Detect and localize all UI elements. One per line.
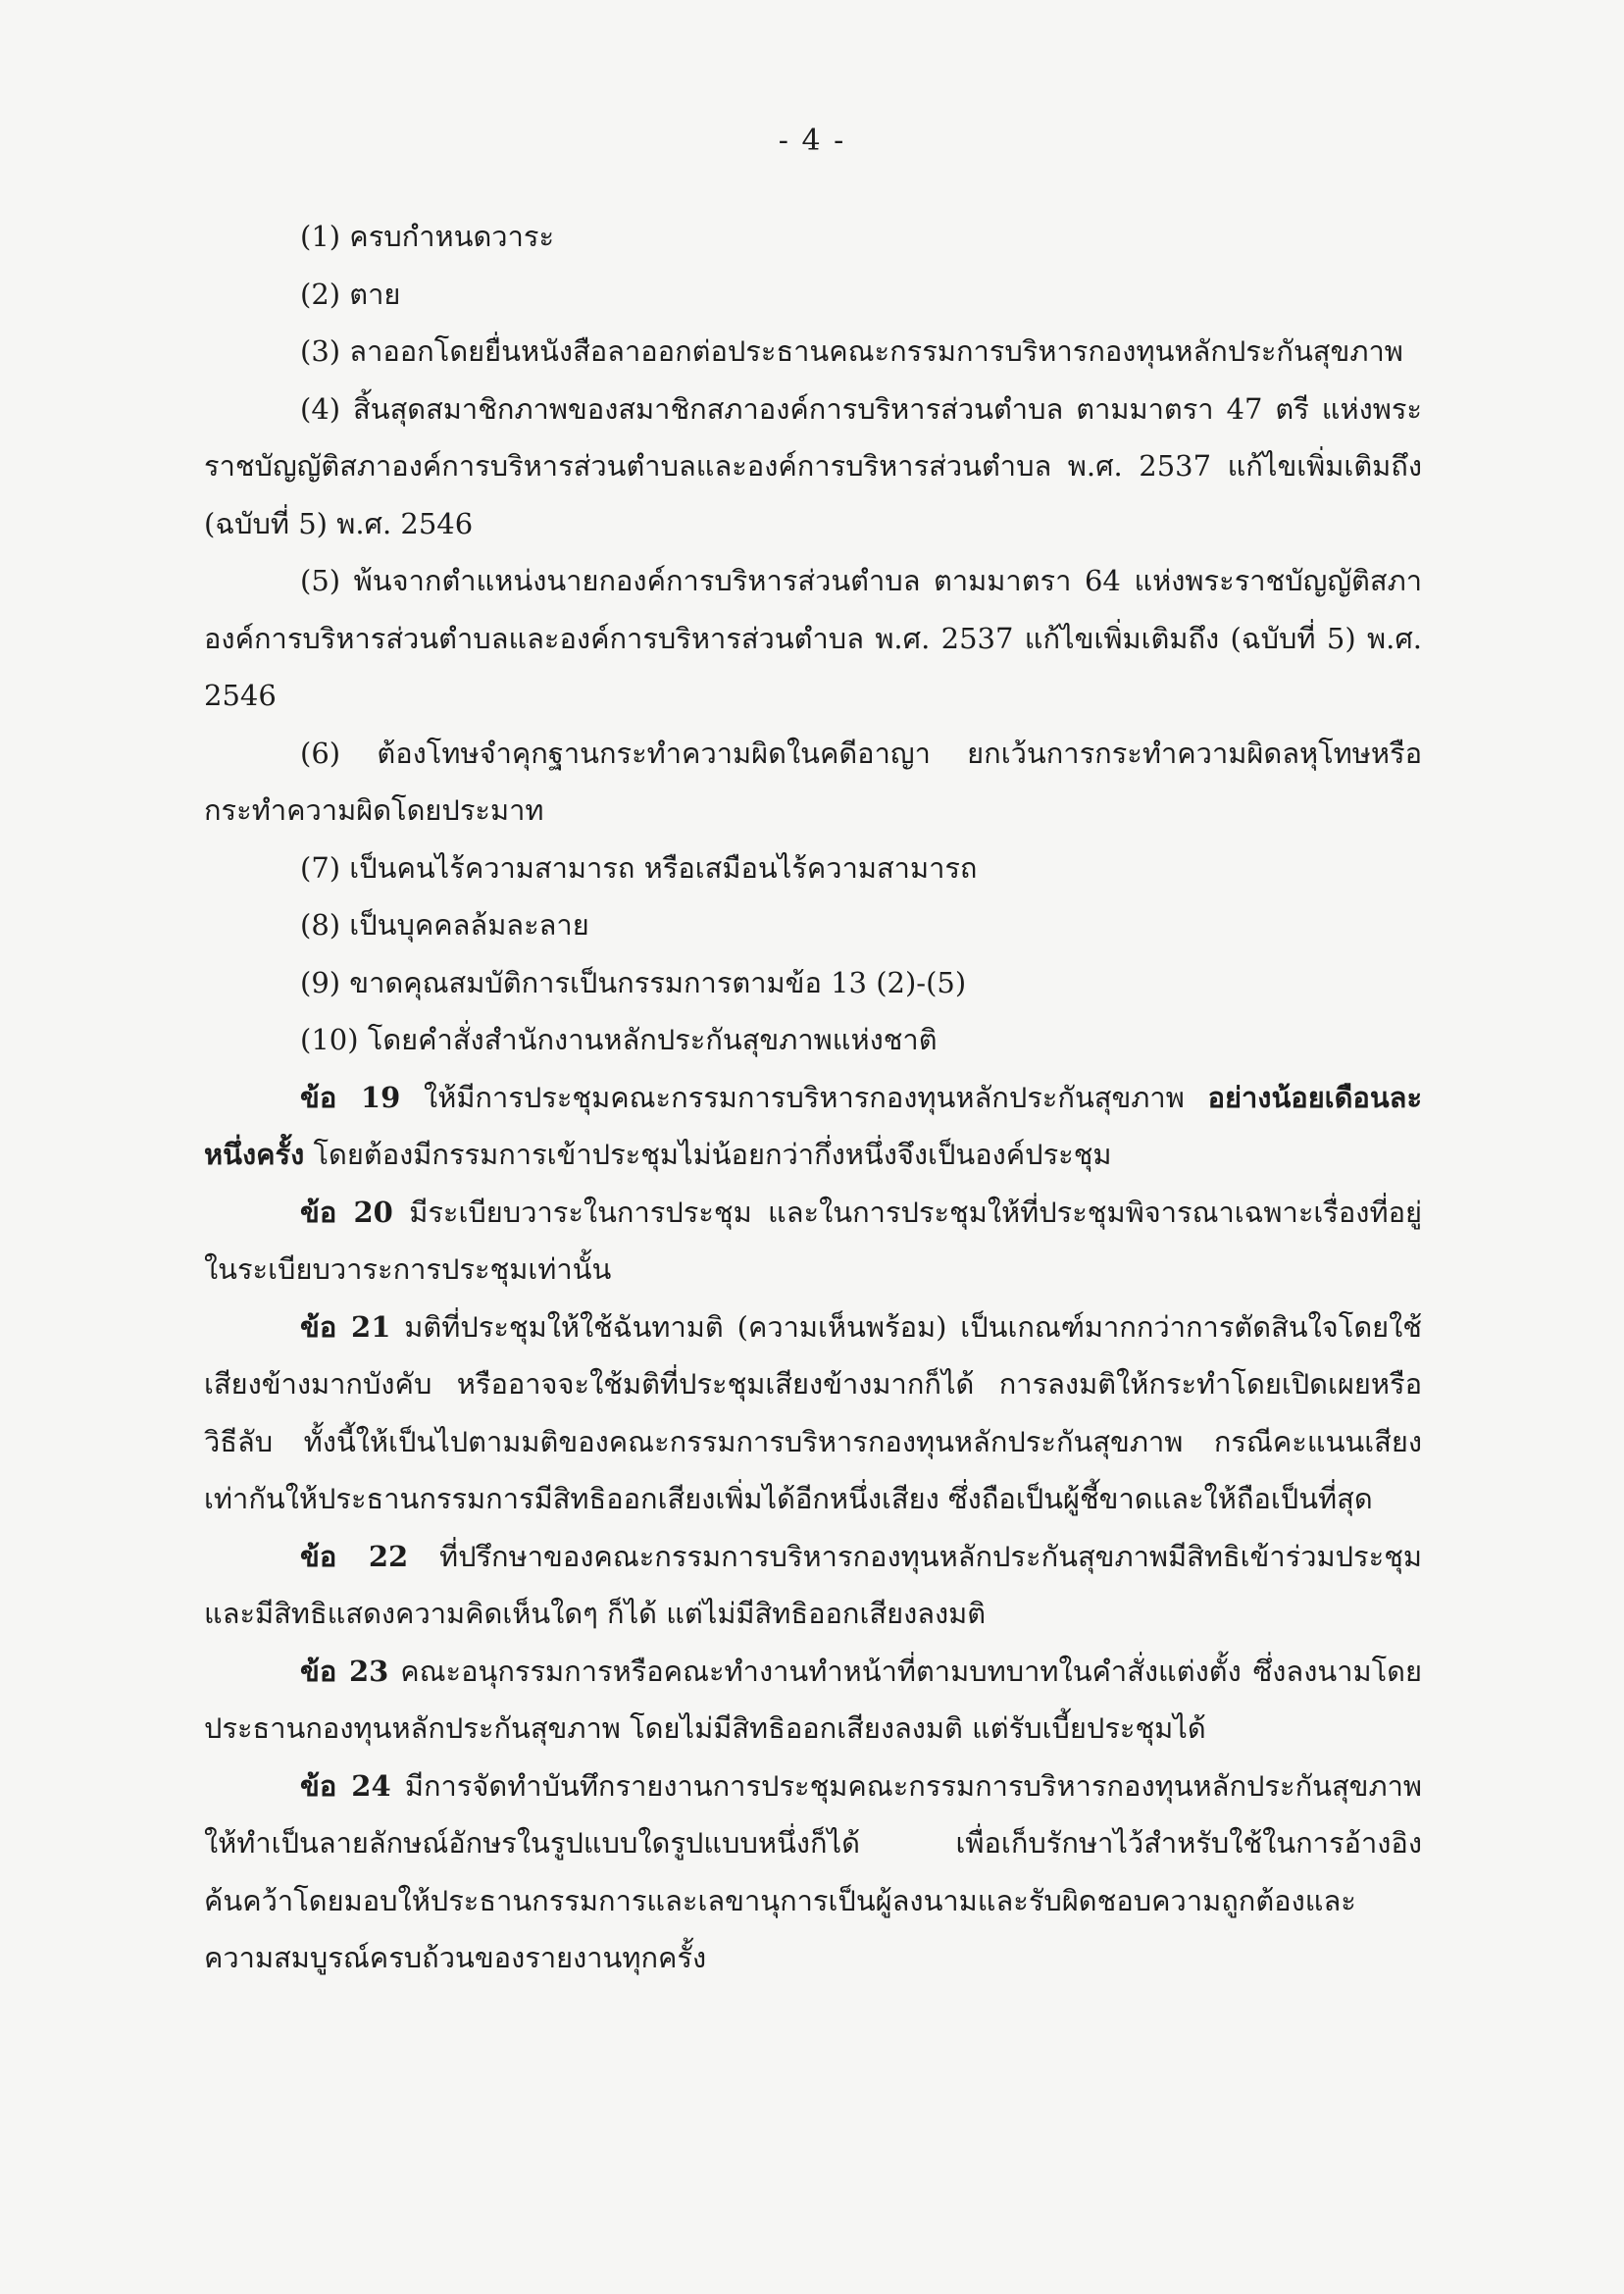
clause-number: ข้อ 20 <box>300 1195 393 1229</box>
clause-text: มีการจัดทำบันทึกรายงานการประชุมคณะกรรมการบริหารกองทุนหลักประกันสุขภาพให้ทำเป็นลายลักษณ์อักษรในรูปแบบใดรูปแบบหนึ่งก็ได้ เพื่อเก็บรักษาไว้สำหรับใช้ในการอ้างอิงค้นคว้าโดยมอบให้ประธานกรรมการและเลขานุการเป็นผู้ลงนามและรับผิดชอบความถูกต้องและความสมบูรณ์ครบถ้วนของรายงานทุกครั้ง <box>204 1768 1422 1974</box>
list-item: (4) สิ้นสุดสมาชิกภาพของสมาชิกสภาองค์การบริหารส่วนตำบล ตามมาตรา 47 ตรี แห่งพระราชบัญญัติสภาองค์การบริหารส่วนตำบลและองค์การบริหารส่วนตำบล พ.ศ. 2537 แก้ไขเพิ่มเติมถึง (ฉบับที่ 5) พ.ศ. 2546 <box>204 391 1422 540</box>
clause-text: มติที่ประชุมให้ใช้ฉันทามติ (ความเห็นพร้อม) เป็นเกณฑ์มากกว่าการตัดสินใจโดยใช้เสียงข้างมากบังคับ หรืออาจจะใช้มติที่ประชุมเสียงข้างมากก็ได้ การลงมติให้กระทำโดยเปิดเผยหรือวิธีลับ ทั้งนี้ให้เป็นไปตามมติของคณะกรรมการบริหารกองทุนหลักประกันสุขภาพ กรณีคะแนนเสียงเท่ากันให้ประธานกรรมการมีสิทธิออกเสียงเพิ่มได้อีกหนึ่งเสียง ซึ่งถือเป็นผู้ชี้ขาดและให้ถือเป็นที่สุด <box>204 1309 1422 1515</box>
clause-22 <box>204 1528 1422 1643</box>
clause-number: ข้อ 21 <box>300 1309 391 1344</box>
clause-text: โดยต้องมีกรรมการเข้าประชุมไม่น้อยกว่ากึ่งหนึ่งจึงเป็นองค์ประชุม <box>304 1138 1112 1171</box>
clause-text: มีระเบียบวาระในการประชุม และในการประชุมให้ที่ประชุมพิจารณาเฉพาะเรื่องที่อยู่ในระเบียบวาระการประชุมเท่านั้น <box>204 1195 1422 1286</box>
list-item: (3) ลาออกโดยยื่นหนังสือลาออกต่อประธานคณะกรรมการบริหารกองทุนหลักประกันสุขภาพ <box>300 334 1403 368</box>
clause-20 <box>204 1184 1422 1299</box>
list-item: (7) เป็นคนไร้ความสามารถ หรือเสมือนไร้ความสามารถ <box>300 850 978 885</box>
clause-number: ข้อ 22 <box>300 1539 409 1573</box>
clause-number: ข้อ 24 <box>300 1768 391 1803</box>
list-item: (8) เป็นบุคคลล้มละลาย <box>300 908 589 942</box>
document-body <box>204 208 1422 1987</box>
clause-21 <box>204 1299 1422 1528</box>
clause-number: ข้อ 19 <box>300 1080 401 1114</box>
page-number: - 4 - <box>778 124 846 158</box>
clause-emphasis: อย่างน้อยเดือนละหนึ่งครั้ง <box>204 1080 1423 1171</box>
clause-text: คณะอนุกรรมการหรือคณะทำงานทำหน้าที่ตามบทบาทในคำสั่งแต่งตั้ง ซึ่งลงนามโดยประธานกองทุนหลักประกันสุขภาพ โดยไม่มีสิทธิออกเสียงลงมติ แต่รับเบี้ยประชุมได้ <box>204 1654 1422 1745</box>
list-item: (6) ต้องโทษจำคุกฐานกระทำความผิดในคดีอาญา ยกเว้นการกระทำความผิดลหุโทษหรือกระทำความผิดโดยประมาท <box>204 736 1422 827</box>
list-item: (9) ขาดคุณสมบัติการเป็นกรรมการตามข้อ 13 (2)-(5) <box>300 965 967 999</box>
clause-23 <box>204 1643 1422 1758</box>
clause-text: ให้มีการประชุมคณะกรรมการบริหารกองทุนหลักประกันสุขภาพ <box>400 1080 1208 1114</box>
list-item: (2) ตาย <box>300 277 401 311</box>
clause-24 <box>204 1758 1422 1987</box>
clause-text: ที่ปรึกษาของคณะกรรมการบริหารกองทุนหลักประกันสุขภาพมีสิทธิเข้าร่วมประชุมและมีสิทธิแสดงความคิดเห็นใดๆ ก็ได้ แต่ไม่มีสิทธิออกเสียงลงมติ <box>204 1539 1422 1630</box>
clause-number: ข้อ 23 <box>300 1654 389 1688</box>
list-item: (1) ครบกำหนดวาระ <box>300 220 555 253</box>
list-item: (5) พ้นจากตำแหน่งนายกองค์การบริหารส่วนตำบล ตามมาตรา 64 แห่งพระราชบัญญัติสภาองค์การบริหารส่วนตำบลและองค์การบริหารส่วนตำบล พ.ศ. 2537 แก้ไขเพิ่มเติมถึง (ฉบับที่ 5) พ.ศ. 2546 <box>204 564 1422 712</box>
clause-19 <box>204 1069 1422 1184</box>
list-item: (10) โดยคำสั่งสำนักงานหลักประกันสุขภาพแห่งชาติ <box>300 1023 938 1056</box>
